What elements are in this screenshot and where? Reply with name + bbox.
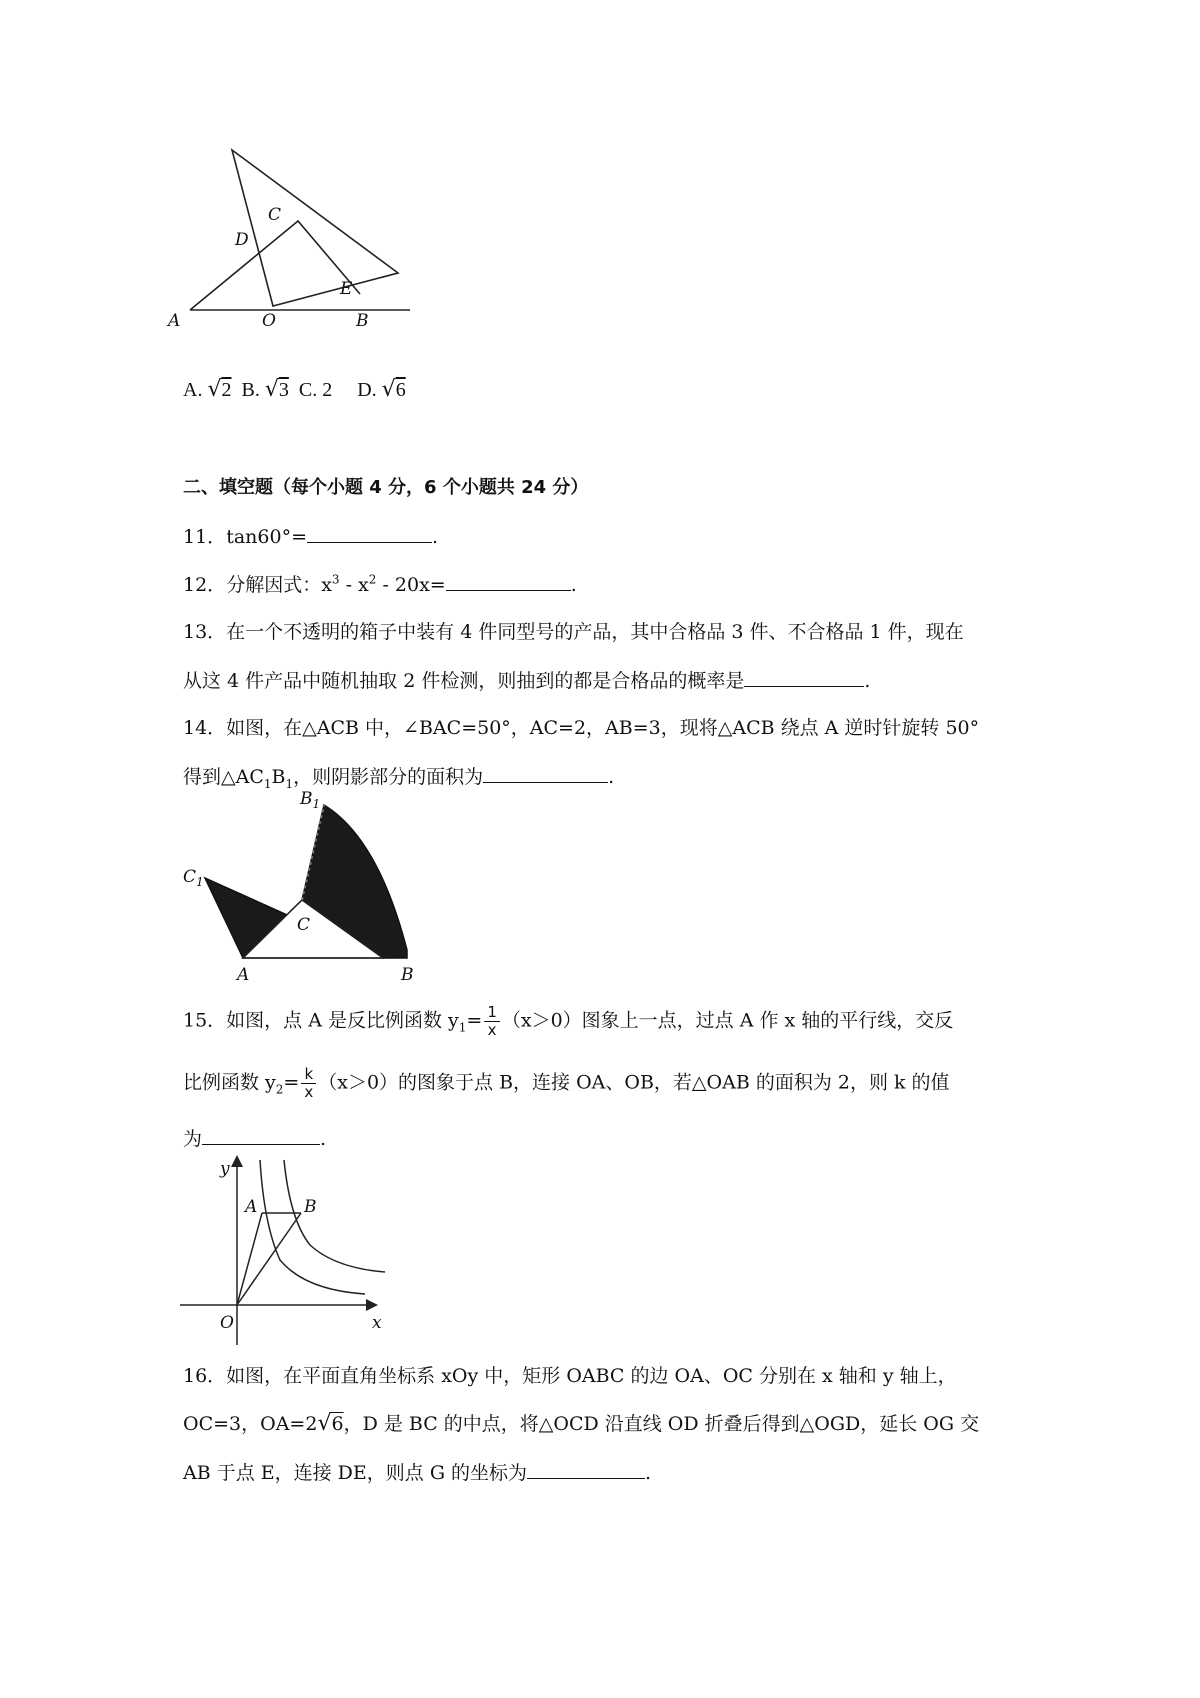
period: . [570,574,577,596]
denominator: x [304,1083,314,1101]
question-text: 为 [183,1128,203,1150]
sqrt-icon: √ [317,1411,332,1436]
rotated-triangle [232,150,398,306]
question-16-line2 [183,1412,979,1436]
label-d: D [235,230,249,250]
question-text: tan60°= [226,526,307,548]
label-b: B [356,311,369,331]
period: . [320,1128,327,1150]
label-c: C [268,205,282,225]
choice-c-letter: C. [298,379,318,401]
label-c: C [297,915,311,935]
segment-oa [237,1213,262,1305]
question-text: OC=3，OA=2 [183,1413,318,1435]
answer-blank[interactable] [744,668,864,687]
label-a: A [245,1197,258,1217]
question-text: B [271,766,286,788]
fraction [301,1066,316,1101]
subscript: 1 [285,776,294,791]
figure-triangles [170,140,430,360]
numerator: k [301,1066,316,1084]
label-y: y [220,1159,230,1179]
choice-a-letter: A. [183,379,203,401]
question-text: 比例函数 y [183,1071,276,1094]
label-e: E [340,279,353,299]
period: . [645,1462,652,1484]
label-x: x [372,1313,382,1333]
label-b: B [304,1197,317,1217]
question-text: = [283,1071,300,1094]
exponent: 2 [368,572,377,587]
answer-blank[interactable] [483,764,608,783]
question-text: （x＞0）的图象于点 B，连接 OA、OB，若△OAB 的面积为 2，则 k 的值 [318,1071,950,1094]
question-14-line1: 14．如图，在△ACB 中，∠BAC=50°，AC=2，AB=3，现将△ACB 绕点 A 逆时针旋转 50° [183,717,980,739]
subscript: 2 [275,1082,284,1097]
label-a: A [237,965,250,985]
question-text: ，D 是 BC 的中点，将△OCD 沿直线 OD 折叠后得到△OGD，延长 OG 交 [343,1413,980,1435]
question-16-line3 [183,1460,651,1485]
exponent: 3 [331,572,340,587]
section-heading: 二、填空题（每个小题 4 分，6 个小题共 24 分） [183,477,589,498]
radicand: 6 [331,1413,344,1435]
choice-b-radicand: 3 [278,379,289,401]
figure-rotation-shaded [175,790,435,990]
answer-blank[interactable] [446,572,571,591]
question-13-line2 [183,668,870,693]
period: . [864,670,871,692]
question-number: 11． [183,526,227,548]
choice-c-value: 2 [322,379,333,401]
answer-blank[interactable] [307,524,432,543]
question-text: 分解因式：x [226,574,332,596]
question-number: 12． [183,574,227,596]
choice-a-radicand: 2 [221,379,232,401]
answer-choices [183,378,406,402]
subscript: 1 [263,776,272,791]
question-15-line2 [183,1066,950,1101]
choice-b-letter: B. [241,379,260,401]
label-c1: $C_1$ [183,867,204,889]
question-text: 得到△AC [183,766,264,788]
choice-d-radicand: 6 [395,379,406,401]
label-a: A [168,311,181,331]
question-text: （x＞0）图象上一点，过点 A 作 x 轴的平行线，交反 [501,1009,954,1032]
question-text: = [466,1009,483,1032]
sqrt-icon: √ [264,377,279,402]
question-13-line1: 13．在一个不透明的箱子中装有 4 件同型号的产品，其中合格品 3 件、不合格品 1 件，现在 [183,621,964,643]
period: . [608,766,615,788]
question-text: - 20x= [376,574,446,596]
label-b1: $B_1$ [300,789,321,811]
question-text: 从这 4 件产品中随机抽取 2 件检测，则抽到的都是合格品的概率是 [183,670,745,692]
question-14-line2 [183,764,614,789]
denominator: x [487,1021,497,1039]
choice-d-letter: D. [357,379,377,401]
sqrt-icon: √ [381,377,396,402]
triangle-acb [190,221,360,310]
question-15-line1 [183,1004,953,1039]
question-15-line3 [183,1126,326,1151]
subscript: 1 [458,1020,467,1035]
sqrt-icon: √ [207,377,222,402]
question-text: - x [339,574,369,596]
figure-inverse-functions [180,1150,390,1350]
period: . [431,526,439,548]
answer-blank[interactable] [527,1460,645,1479]
label-b: B [401,965,414,985]
question-12 [183,572,577,597]
label-o: O [262,311,276,331]
question-text: ，则阴影部分的面积为 [293,766,484,788]
question-text: AB 于点 E，连接 DE，则点 G 的坐标为 [183,1462,528,1484]
question-16-line1: 16．如图，在平面直角坐标系 xOy 中，矩形 OABC 的边 OA、OC 分别在 x 轴和 y 轴上， [183,1365,957,1387]
answer-blank[interactable] [202,1126,320,1145]
numerator: 1 [484,1004,500,1022]
label-o: O [220,1313,234,1333]
curve-y1 [260,1160,365,1294]
question-11 [183,524,438,549]
fraction [484,1004,500,1039]
question-text: 15．如图，点 A 是反比例函数 y [183,1009,459,1032]
